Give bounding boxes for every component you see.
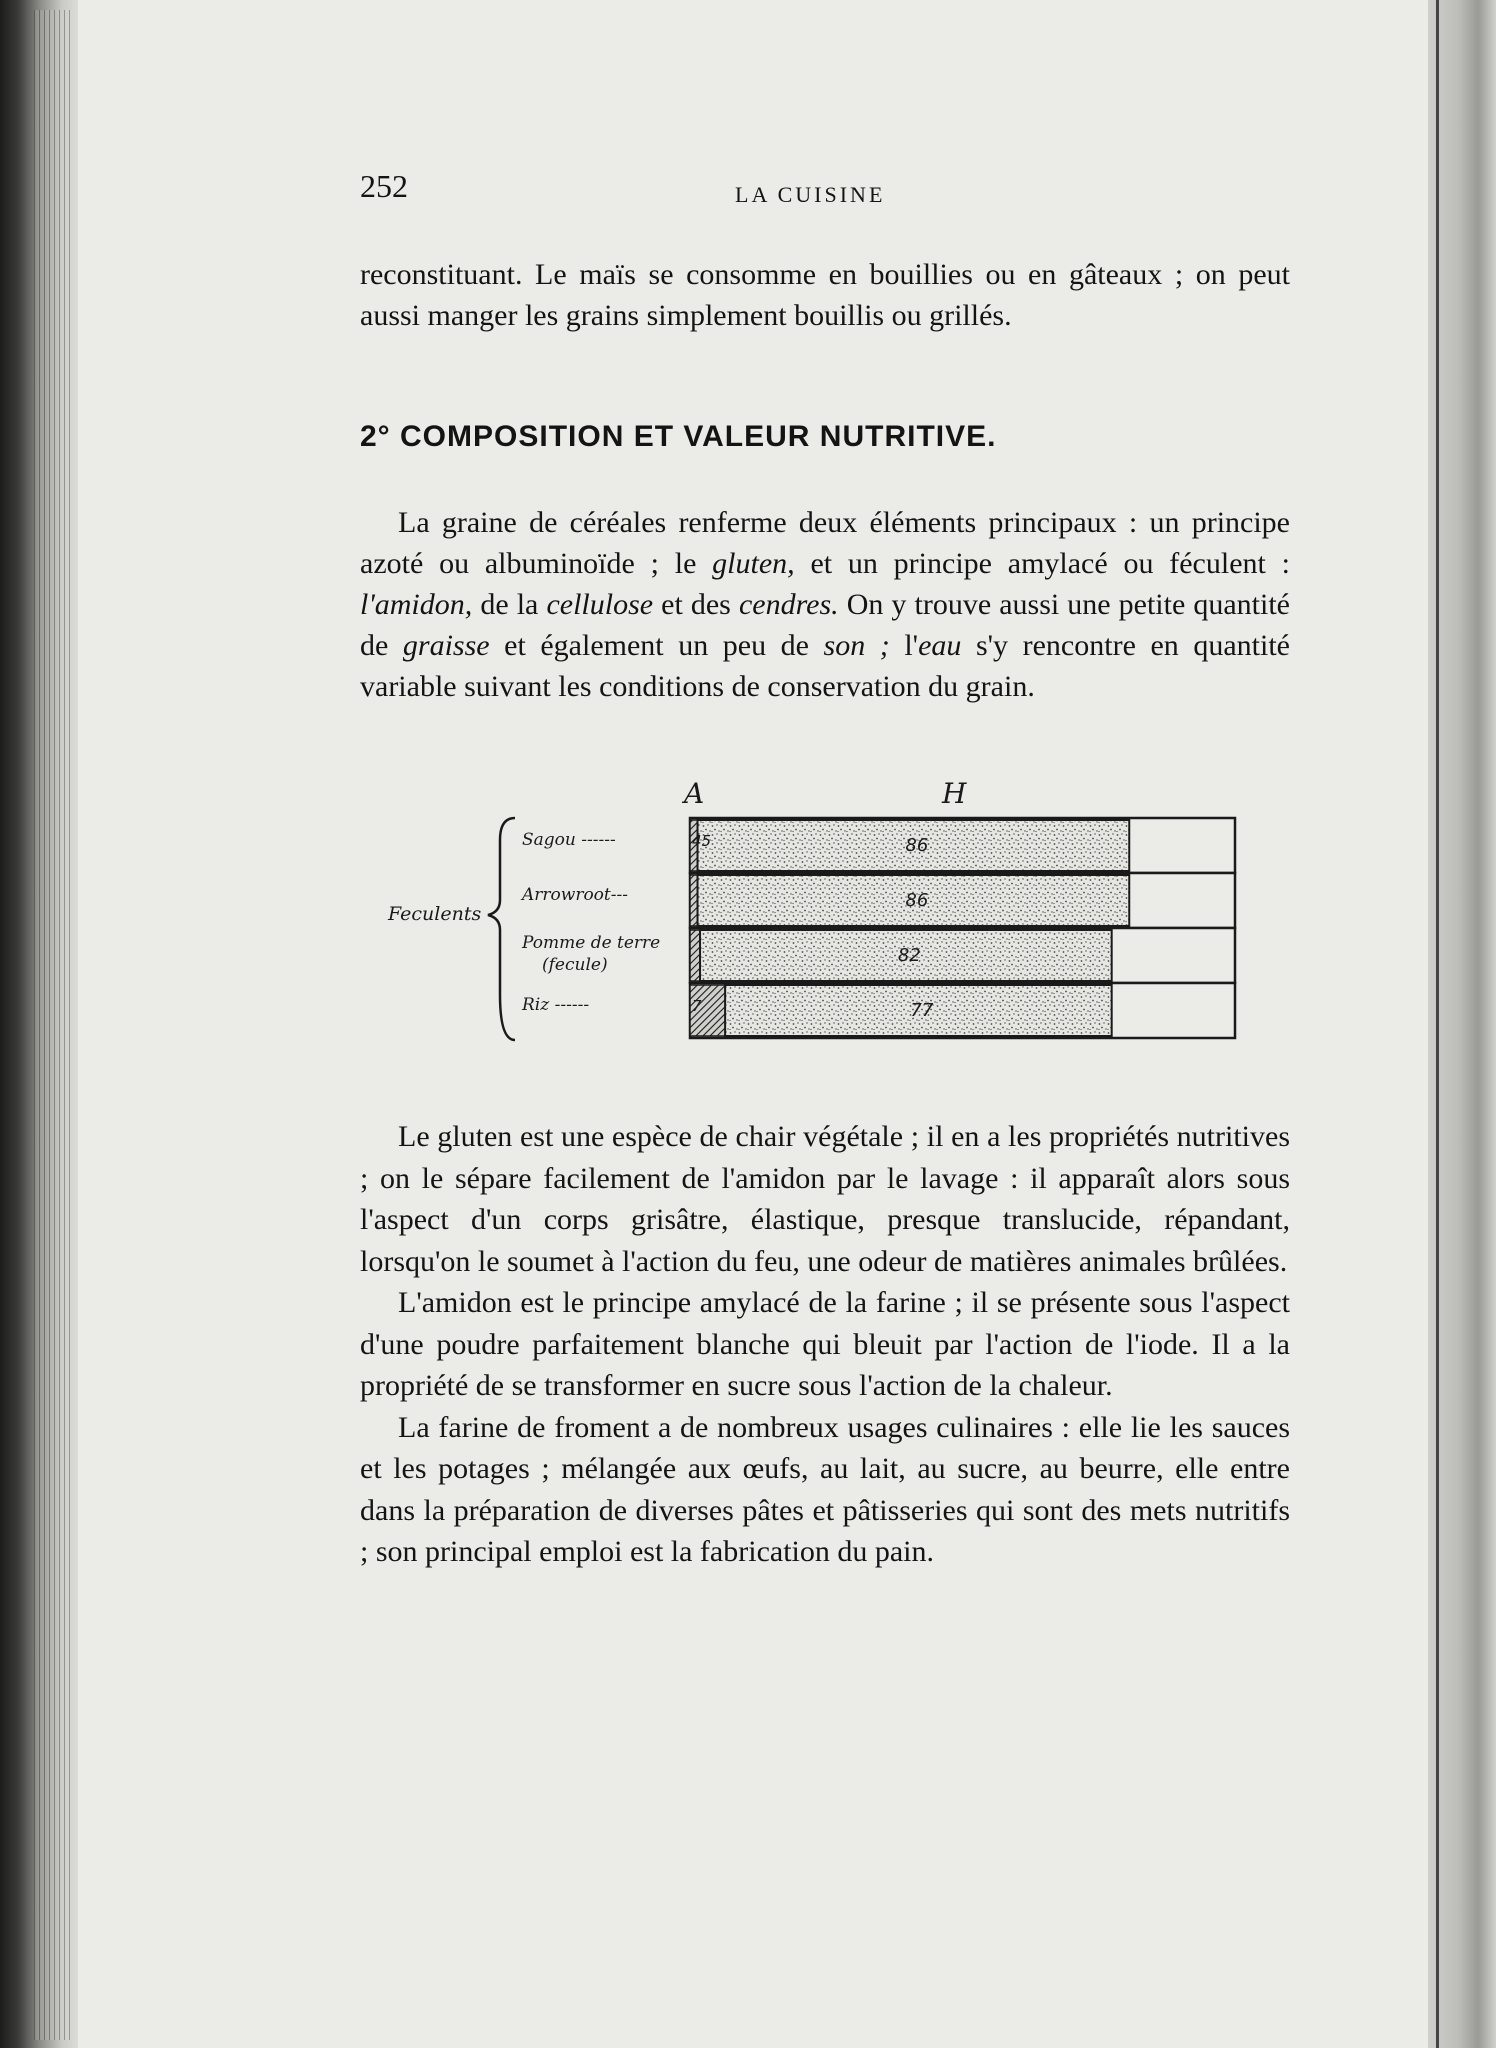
text-run: et un principe amylacé ou féculent : [794,547,1290,580]
paragraph-gluten: Le gluten est une espèce de chair végétale ; il en a les propriétés nutritives ; on le sépare facilement de l'amidon par le lavage : il apparaît alors sous l'aspect d'un corps grisâtre, élastique, presque translucide, répandant, lorsqu'on le soumet à l'action du feu, une odeur de matières animales brûlées. [360,1120,1290,1278]
page-number: 252 [360,168,408,204]
running-head [360,168,1290,208]
bar-a-value-label: 7 [692,997,702,1015]
text-run: La graine de céréales renferme deux éléments principaux : un principe azoté ou albuminoïde ; le [360,506,1290,580]
italic-term-eau: eau [918,629,962,662]
feculents-figure [360,770,1290,1050]
row-label: Arrowroot--- [522,885,628,905]
text-run: s'y rencontre en quantité variable suivant les conditions de conservation du grain. [360,629,1290,703]
italic-term-cellulose: cellulose [546,588,654,621]
text-run: l' [889,629,919,662]
italic-term-amidon: l'amidon, [360,588,473,621]
bar-h-value-label: 86 [905,890,929,911]
row-label: Sagou ------ [522,830,616,850]
italic-term-graisse: graisse [402,629,490,662]
column-label-a: A [684,777,705,810]
bar-h-value-label: 86 [905,835,929,856]
text-run: et des [653,588,739,621]
italic-term-son: son ; [823,629,890,662]
paragraph-intro: reconstituant. Le maïs se consomme en bouillies ou en gâteaux ; on peut aussi manger les grains simplement bouillis ou grillés. [360,258,1290,332]
figure-rows [520,818,1235,1038]
italic-term-gluten: gluten, [712,547,795,580]
column-label-h: H [942,777,967,810]
bar-h-value-label: 82 [897,945,921,966]
running-title: LA CUISINE [735,182,886,207]
section-heading: 2° COMPOSITION ET VALEUR NUTRITIVE. [360,420,997,453]
bar-a-segment [690,930,700,981]
body-text-lower [360,1116,1290,1573]
scan-right-border [1436,0,1439,2048]
text-run: de la [472,588,547,621]
bar-a-value-label: 45 [692,832,712,850]
group-label-feculents: Feculents [388,903,482,925]
page-stack-edges [34,10,74,2040]
paragraph-composition [360,502,1290,707]
bar-h-value-label: 77 [910,1000,934,1021]
paragraph-farine: La farine de froment a de nombreux usages culinaires : elle lie les sauces et les potages ; mélangée aux œufs, au lait, au sucre, au beurre, elle entre dans la préparation de diverses pâtes et pâtisseries qui sont des mets nutritifs ; son principal emploi est la fabrication du pain. [360,1410,1290,1568]
paragraph-amidon: L'amidon est le principe amylacé de la farine ; il se présente sous l'aspect d'une poudre parfaitement blanche qui bleuit par l'action de l'iode. Il a la propriété de se transformer en sucre sous l'action de la chaleur. [360,1286,1290,1402]
text-run: et également un peu de [489,629,824,662]
row-sublabel: (fecule) [542,955,608,975]
group-brace [488,818,515,1040]
italic-term-cendres: cendres. [738,588,839,621]
feculents-diagram [360,770,1290,1050]
row-label: Riz ------ [522,995,590,1015]
text-run: On y trouve aussi une petite quantité de [360,588,1290,662]
bar-a-segment [690,875,698,926]
row-label: Pomme de terre [522,933,661,953]
